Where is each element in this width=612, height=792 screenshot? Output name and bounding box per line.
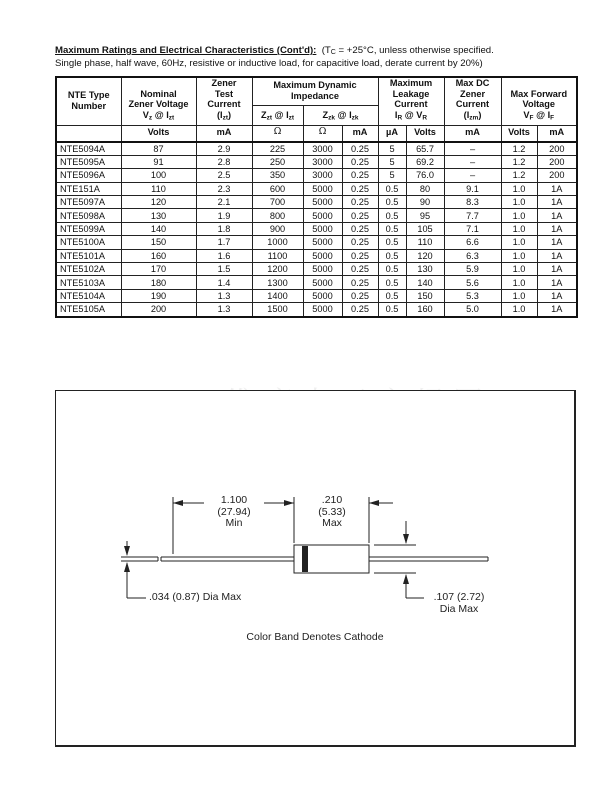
value-cell: 5000 [303,249,342,262]
unit-cell: mA [342,125,378,142]
value-cell: 1.2 [501,169,537,182]
value-cell: 5000 [303,289,342,302]
value-cell: 0.5 [378,182,406,195]
value-cell: 9.1 [444,182,501,195]
value-cell: 5000 [303,303,342,317]
value-cell: 90 [406,196,444,209]
condition-line-2: Single phase, half wave, 60Hz, resistive or inductive load, for capacitive load, derate current by 20%) [55,58,483,70]
unit-cell: Ω [303,125,342,142]
value-cell: 0.25 [342,182,378,195]
value-cell: 6.6 [444,236,501,249]
type-number-cell: NTE5103A [56,276,121,289]
value-cell: 150 [121,236,196,249]
value-cell: 1.0 [501,303,537,317]
value-cell: 1.2 [501,142,537,156]
value-cell: 105 [406,222,444,235]
type-number-cell: NTE5099A [56,222,121,235]
value-cell: 1.0 [501,263,537,276]
table-row [56,196,577,209]
table-row [56,182,577,195]
table-row [56,155,577,168]
value-cell: 5000 [303,209,342,222]
value-cell: 100 [121,169,196,182]
value-cell: 1.3 [196,289,252,302]
diode-outline-svg [56,391,574,745]
value-cell: 5 [378,169,406,182]
header-max-dc-zener-current: Max DC Zener Current $(I_{zm})$ [444,77,501,125]
value-cell: – [444,155,501,168]
value-cell: 2.8 [196,155,252,168]
value-cell: 120 [406,249,444,262]
value-cell: 0.25 [342,276,378,289]
value-cell: 200 [121,303,196,317]
header-max-forward-voltage: Max Forward Voltage $V_F$ @ $I_F$ [501,77,577,125]
value-cell: 180 [121,276,196,289]
header-zzt: $Z_{zt}$ @ $I_{zt}$ [252,105,303,125]
value-cell: 0.25 [342,169,378,182]
units-row [56,125,577,142]
value-cell: 1A [537,222,577,235]
unit-cell: mA [196,125,252,142]
value-cell: 1400 [252,289,303,302]
type-number-cell: NTE5101A [56,249,121,262]
value-cell: 1.0 [501,276,537,289]
table-row [56,209,577,222]
value-cell: 1100 [252,249,303,262]
header-row-1 [56,77,577,105]
table-row [56,263,577,276]
value-cell: 0.5 [378,209,406,222]
value-cell: 1500 [252,303,303,317]
value-cell: 2.1 [196,196,252,209]
value-cell: 1.0 [501,222,537,235]
units-spacer [56,125,121,142]
value-cell: 0.5 [378,289,406,302]
value-cell: 1.6 [196,249,252,262]
value-cell: 160 [121,249,196,262]
body-dia-dim: .107 (2.72) Dia Max [433,591,485,615]
section-heading: Maximum Ratings and Electrical Characteristics (Cont'd): [55,45,317,56]
type-number-cell: NTE5096A [56,169,121,182]
value-cell: 5.3 [444,289,501,302]
value-cell: 0.25 [342,196,378,209]
unit-cell: mA [444,125,501,142]
value-cell: 5 [378,142,406,156]
table-row [56,289,577,302]
value-cell: 95 [406,209,444,222]
unit-cell: mA [537,125,577,142]
value-cell: 5.0 [444,303,501,317]
value-cell: 120 [121,196,196,209]
value-cell: 1.0 [501,289,537,302]
value-cell: 0.5 [378,303,406,317]
header-zzk: $Z_{zk}$ @ $I_{zk}$ [303,105,378,125]
value-cell: 1A [537,236,577,249]
table-body [56,142,577,317]
value-cell: 3000 [303,169,342,182]
value-cell: 800 [252,209,303,222]
unit-cell: Volts [121,125,196,142]
value-cell: 5.9 [444,263,501,276]
lead-dia-dim: .034 (0.87) Dia Max [149,591,242,603]
value-cell: 5000 [303,263,342,276]
value-cell: 7.1 [444,222,501,235]
lead-length-dim: 1.100 (27.94) Min [217,494,251,529]
value-cell: 5 [378,155,406,168]
unit-cell: Volts [501,125,537,142]
value-cell: 91 [121,155,196,168]
table-row [56,169,577,182]
unit-cell: µA [378,125,406,142]
value-cell: 1A [537,196,577,209]
value-cell: 1.0 [501,209,537,222]
value-cell: 700 [252,196,303,209]
type-number-cell: NTE5095A [56,155,121,168]
header-max-dynamic-impedance: Maximum Dynamic Impedance [252,77,378,105]
value-cell: 2.9 [196,142,252,156]
value-cell: 0.25 [342,249,378,262]
value-cell: 5000 [303,182,342,195]
value-cell: 87 [121,142,196,156]
header-max-leakage-current: Maximum Leakage Current $I_R$ @ $V_R$ [378,77,444,125]
value-cell: 1.5 [196,263,252,276]
value-cell: 0.25 [342,289,378,302]
value-cell: 0.5 [378,236,406,249]
value-cell: 1.0 [501,182,537,195]
outline-drawing [55,390,576,747]
value-cell: 225 [252,142,303,156]
value-cell: 2.3 [196,182,252,195]
value-cell: – [444,142,501,156]
value-cell: 110 [406,236,444,249]
value-cell: 900 [252,222,303,235]
value-cell: 250 [252,155,303,168]
value-cell: 5000 [303,196,342,209]
body-length-dim: .210 (5.33) Max [318,494,346,529]
type-number-cell: NTE5104A [56,289,121,302]
value-cell: 600 [252,182,303,195]
header-zener-test-current: Zener Test Current $(I_{zt})$ [196,77,252,125]
value-cell: 1A [537,249,577,262]
value-cell: 0.25 [342,222,378,235]
type-number-cell: NTE5100A [56,236,121,249]
value-cell: 0.5 [378,196,406,209]
value-cell: 80 [406,182,444,195]
value-cell: 2.5 [196,169,252,182]
value-cell: 1.7 [196,236,252,249]
value-cell: 1.8 [196,222,252,235]
value-cell: 5000 [303,222,342,235]
value-cell: 1300 [252,276,303,289]
value-cell: 0.5 [378,222,406,235]
value-cell: 0.25 [342,263,378,276]
value-cell: 200 [537,155,577,168]
value-cell: 1.0 [501,196,537,209]
value-cell: 1A [537,303,577,317]
value-cell: 1A [537,209,577,222]
value-cell: 8.3 [444,196,501,209]
value-cell: 350 [252,169,303,182]
value-cell: 190 [121,289,196,302]
value-cell: 1.0 [501,236,537,249]
value-cell: 1A [537,289,577,302]
type-number-cell: NTE5094A [56,142,121,156]
value-cell: 1.4 [196,276,252,289]
type-number-cell: NTE5098A [56,209,121,222]
value-cell: 1.3 [196,303,252,317]
value-cell: 3000 [303,155,342,168]
type-number-cell: NTE5105A [56,303,121,317]
value-cell: 150 [406,289,444,302]
value-cell: 1000 [252,236,303,249]
value-cell: 0.25 [342,303,378,317]
value-cell: 0.25 [342,155,378,168]
value-cell: 6.3 [444,249,501,262]
figure-caption: Color Band Denotes Cathode [246,631,384,643]
characteristics-table [55,76,578,318]
table-row [56,276,577,289]
value-cell: 140 [121,222,196,235]
value-cell: 170 [121,263,196,276]
unit-cell: Volts [406,125,444,142]
value-cell: 5000 [303,276,342,289]
condition-text: ($T_C = +25^\circ C$, unless otherwise specified. [321,45,494,56]
value-cell: 0.5 [378,263,406,276]
type-number-cell: NTE5102A [56,263,121,276]
value-cell: 1.2 [501,155,537,168]
value-cell: 7.7 [444,209,501,222]
type-number-cell: NTE5097A [56,196,121,209]
value-cell: 1200 [252,263,303,276]
cathode-band [302,546,308,572]
value-cell: 0.25 [342,209,378,222]
table-row [56,142,577,156]
value-cell: 200 [537,142,577,156]
value-cell: 110 [121,182,196,195]
value-cell: – [444,169,501,182]
value-cell: 0.25 [342,236,378,249]
value-cell: 3000 [303,142,342,156]
value-cell: 76.0 [406,169,444,182]
table-row [56,249,577,262]
value-cell: 69.2 [406,155,444,168]
value-cell: 1A [537,263,577,276]
table-row [56,236,577,249]
value-cell: 140 [406,276,444,289]
table-row [56,303,577,317]
value-cell: 1A [537,182,577,195]
value-cell: 1.9 [196,209,252,222]
header-nominal-zener-voltage: Nominal Zener Voltage $V_z$ @ $I_{zt}$ [121,77,196,125]
value-cell: 5000 [303,236,342,249]
value-cell: 1.0 [501,249,537,262]
value-cell: 0.5 [378,276,406,289]
header-type-number: NTE Type Number [56,77,121,125]
value-cell: 160 [406,303,444,317]
value-cell: 0.25 [342,142,378,156]
type-number-cell: NTE151A [56,182,121,195]
value-cell: 200 [537,169,577,182]
value-cell: 0.5 [378,249,406,262]
intro-text [55,45,580,70]
table-row [56,222,577,235]
value-cell: 130 [121,209,196,222]
value-cell: 1A [537,276,577,289]
value-cell: 5.6 [444,276,501,289]
value-cell: 130 [406,263,444,276]
unit-cell: Ω [252,125,303,142]
value-cell: 65.7 [406,142,444,156]
